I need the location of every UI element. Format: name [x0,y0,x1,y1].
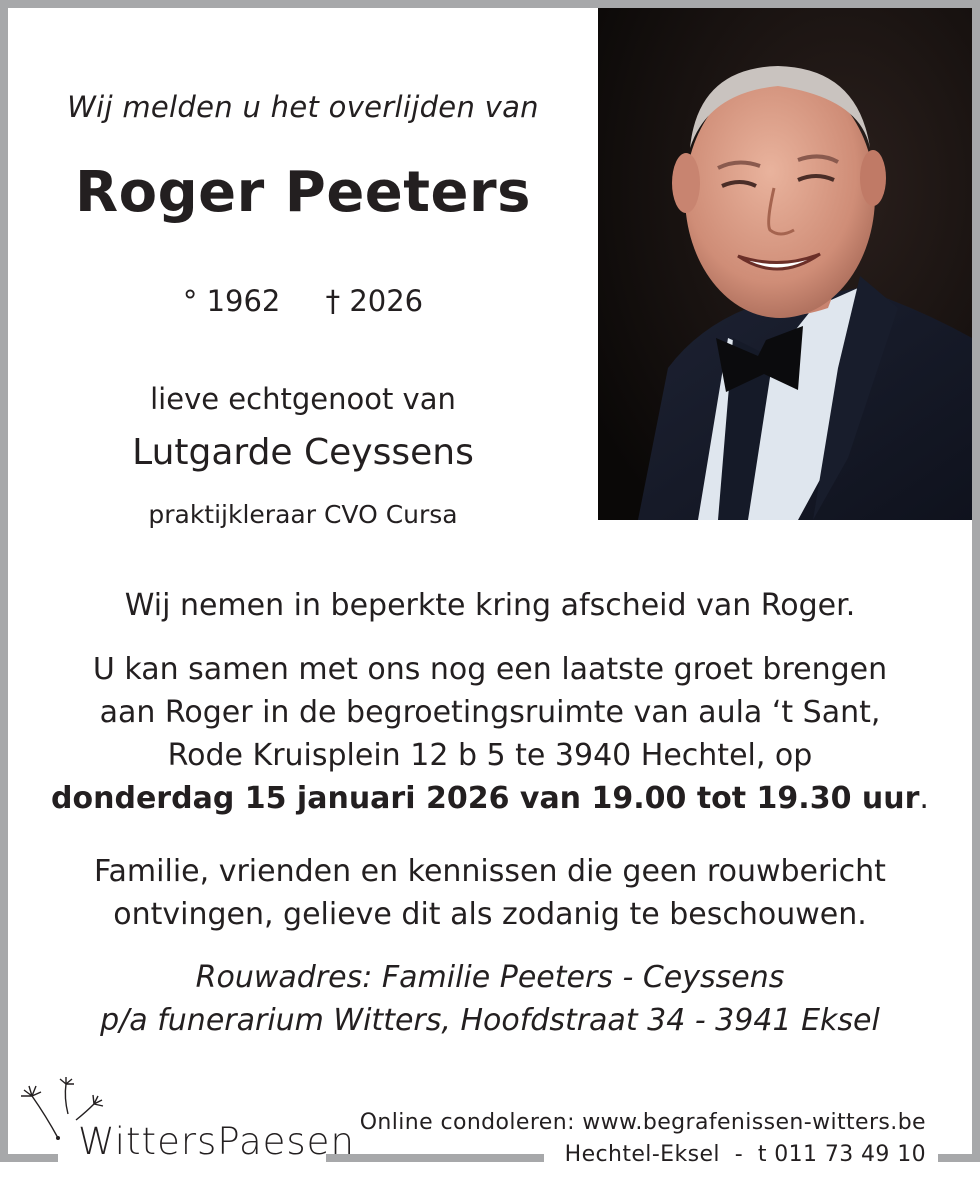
portrait-illustration [598,8,972,520]
logo-wordmark: WittersPaesen [78,1120,355,1163]
frame-border-bottom-middle [326,1154,544,1162]
visit-date-time: donderdag 15 januari 2026 van 19.00 tot 19.30 uur [51,781,920,816]
visit-line-1: U kan samen met ons nog een laatste groet brengen [92,652,888,687]
contact-line: Hechtel-Eksel - t 011 73 49 10 [564,1142,926,1167]
deceased-name: Roger Peeters [75,160,531,225]
address-paragraph [8,956,972,1042]
witterspaesen-logo [18,1076,355,1168]
life-dates [8,284,598,318]
visit-paragraph [8,648,972,820]
death-year: † 2026 [325,284,424,318]
notice-line-1: Familie, vrienden en kennissen die geen rouwbericht [94,854,886,889]
portrait-photo [598,8,972,520]
visit-period: . [919,781,929,816]
spouse-name: Lutgarde Ceyssens [132,432,474,473]
frame-border-top [0,0,980,8]
frame-border-bottom-right [938,1154,980,1162]
address-line-2: p/a funerarium Witters, Hoofdstraat 34 - 3941 Eksel [100,1003,880,1038]
farewell-paragraph [8,584,972,627]
frame-border-right [972,0,980,1162]
visit-line-4 [8,777,972,820]
frame-border-left [0,0,8,1162]
notice-paragraph [8,850,972,936]
condolence-line[interactable]: Online condoleren: www.begrafenissen-witters.be [359,1110,926,1135]
intro-text: Wij melden u het overlijden van [67,90,539,124]
notice-line-2: ontvingen, gelieve dit als zodanig te beschouwen. [113,897,867,932]
visit-line-2: aan Roger in de begroetingsruimte van aula ‘t Sant, [99,695,881,730]
spouse-intro: lieve echtgenoot van [150,382,456,416]
visit-line-3: Rode Kruisplein 12 b 5 te 3940 Hechtel, op [167,738,813,773]
birth-year: ° 1962 [182,284,281,318]
occupation: praktijkleraar CVO Cursa [148,500,458,529]
address-line-1: Rouwadres: Familie Peeters - Ceyssens [195,960,785,995]
farewell-line: Wij nemen in beperkte kring afscheid van Roger. [124,588,856,623]
